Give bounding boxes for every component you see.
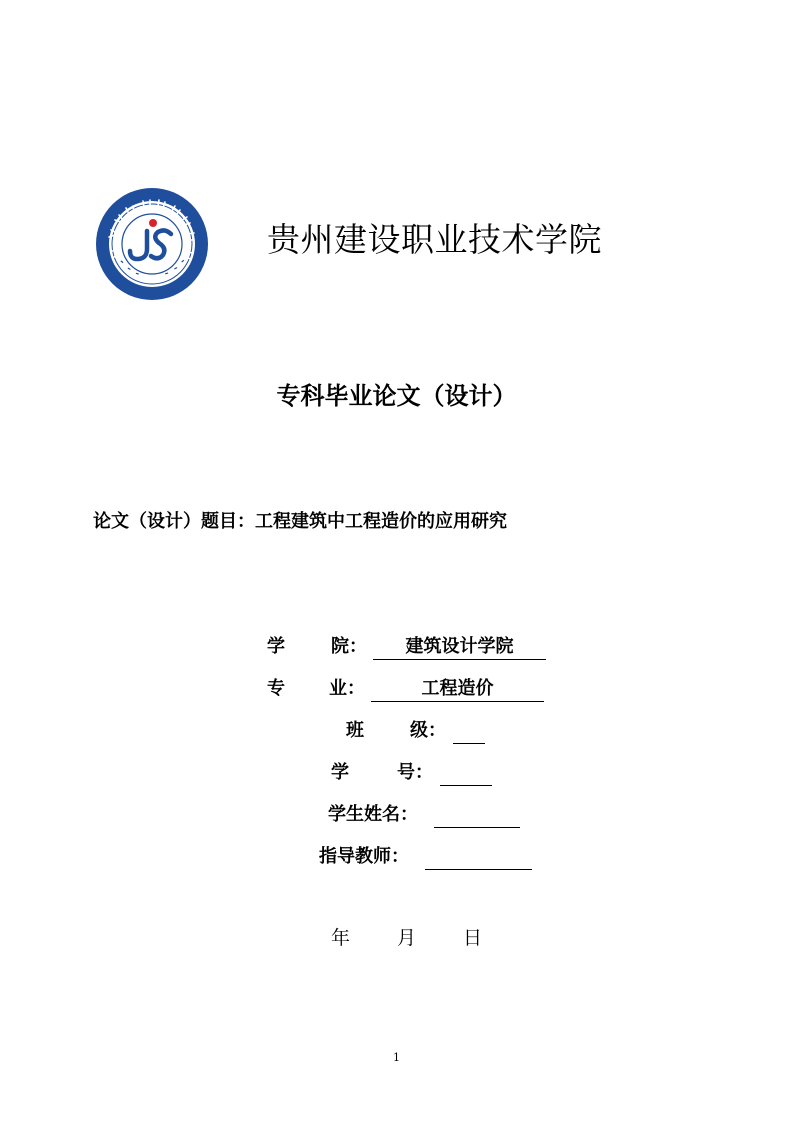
school-name: 贵州建设职业技术学院 [267, 220, 602, 259]
class-field [0, 718, 793, 744]
school-seal-icon [95, 187, 209, 301]
date-year: 年 [331, 927, 351, 949]
date-month: 月 [397, 927, 417, 949]
major-field [0, 676, 793, 702]
college-value: 建筑设计学院 [373, 634, 546, 660]
advisor-value [425, 844, 532, 870]
student-id-label-char-2: 号： [397, 762, 433, 783]
thesis-title: 论文（设计）题目：工程建筑中工程造价的应用研究 [93, 511, 507, 532]
advisor-field [0, 844, 793, 870]
college-label-char-2: 院： [331, 636, 367, 657]
student-name-field [0, 802, 793, 828]
date-day: 日 [463, 927, 483, 949]
major-label-char-2: 业： [329, 678, 365, 699]
student-name-value [434, 802, 520, 828]
advisor-label: 指导教师： [319, 846, 409, 867]
student-id-field [0, 760, 793, 786]
document-type-heading: 专科毕业论文（设计） [276, 382, 517, 410]
page-number: 1 [393, 1051, 400, 1064]
college-label-char-1: 学 [267, 636, 285, 657]
major-value: 工程造价 [371, 676, 544, 702]
school-logo [95, 187, 209, 301]
class-value [453, 718, 485, 744]
class-label-char-1: 班 [346, 720, 364, 741]
student-id-value [440, 760, 492, 786]
college-field [0, 634, 793, 660]
student-name-label: 学生姓名： [328, 804, 418, 825]
class-label-char-2: 级： [410, 720, 446, 741]
major-label-char-1: 专 [267, 678, 285, 699]
student-id-label-char-1: 学 [331, 762, 349, 783]
